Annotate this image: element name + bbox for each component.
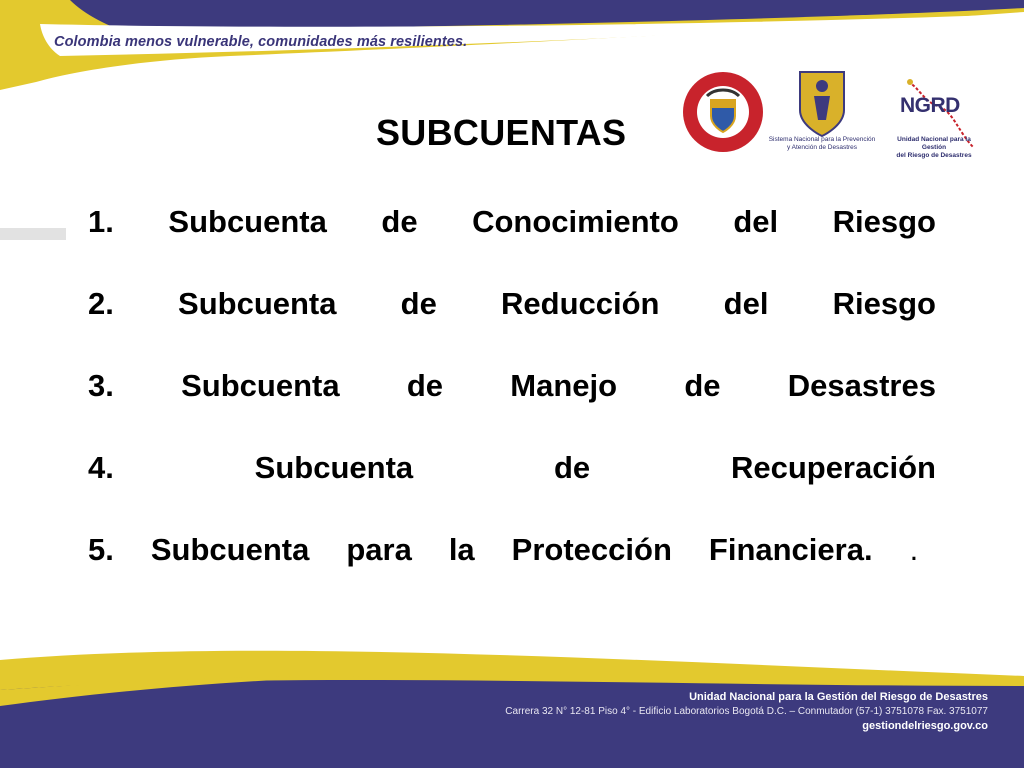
item-word: de — [400, 286, 437, 321]
item-word: Desastres — [787, 368, 936, 403]
item-word-final: Financiera. . — [708, 532, 919, 567]
item-word: Subcuenta — [150, 532, 310, 567]
list-item-recuperacion — [88, 450, 936, 532]
page-title: SUBCUENTAS — [376, 112, 627, 153]
item-word: del — [723, 286, 769, 321]
item-word: de — [381, 204, 418, 239]
item-number: 5. — [88, 532, 114, 567]
item-word: Subcuenta — [168, 204, 327, 239]
snpad-caption: Sistema Nacional para la Prevención y Atención de Desastres — [768, 136, 876, 151]
item-word: Subcuenta — [254, 450, 414, 485]
trailing-dot: . — [909, 532, 919, 567]
left-grey-tab — [0, 228, 66, 240]
item-word: de — [553, 450, 591, 485]
footer-org-name: Unidad Nacional para la Gestión del Riesgo de Desastres — [689, 691, 988, 703]
item-word: Riesgo — [832, 204, 936, 239]
item-word: para — [346, 532, 412, 567]
list-item-reduccion — [88, 286, 936, 368]
footer-website: gestiondelriesgo.gov.co — [862, 720, 988, 732]
item-word: de — [684, 368, 721, 403]
list-item-conocimiento — [88, 204, 936, 286]
item-word: Riesgo — [832, 286, 936, 321]
item-number: 1. — [88, 204, 114, 239]
item-word: Protección — [511, 532, 672, 567]
item-word: Recuperación — [730, 450, 936, 485]
item-word: del — [733, 204, 779, 239]
colombia-seal-logo — [681, 70, 765, 154]
item-word: Conocimiento — [472, 204, 679, 239]
item-word: de — [406, 368, 444, 403]
item-word: la — [448, 532, 475, 567]
logo-group — [680, 68, 980, 158]
list-item-manejo — [88, 368, 936, 450]
item-number: 3. — [88, 368, 114, 403]
footer-contact — [505, 690, 988, 734]
item-word: Manejo — [510, 368, 618, 403]
item-word: Subcuenta — [178, 286, 337, 321]
item-number: 2. — [88, 286, 114, 321]
item-number: 4. — [88, 450, 114, 485]
footer-address: Carrera 32 N° 12-81 Piso 4° - Edificio Laboratorios Bogotá D.C. – Conmutador (57-1) 3751078 Fax. 3751077 — [505, 706, 988, 717]
ngrd-wordmark: NGRD — [900, 94, 960, 117]
ngrd-caption: Unidad Nacional para la Gestión del Riesgo de Desastres — [896, 136, 972, 159]
item-word: Subcuenta — [181, 368, 340, 403]
item-word: Reducción — [501, 286, 660, 321]
header-tagline: Colombia menos vulnerable, comunidades más resilientes. — [54, 34, 468, 50]
subcuentas-list — [88, 204, 936, 614]
list-item-proteccion-financiera — [88, 532, 936, 614]
